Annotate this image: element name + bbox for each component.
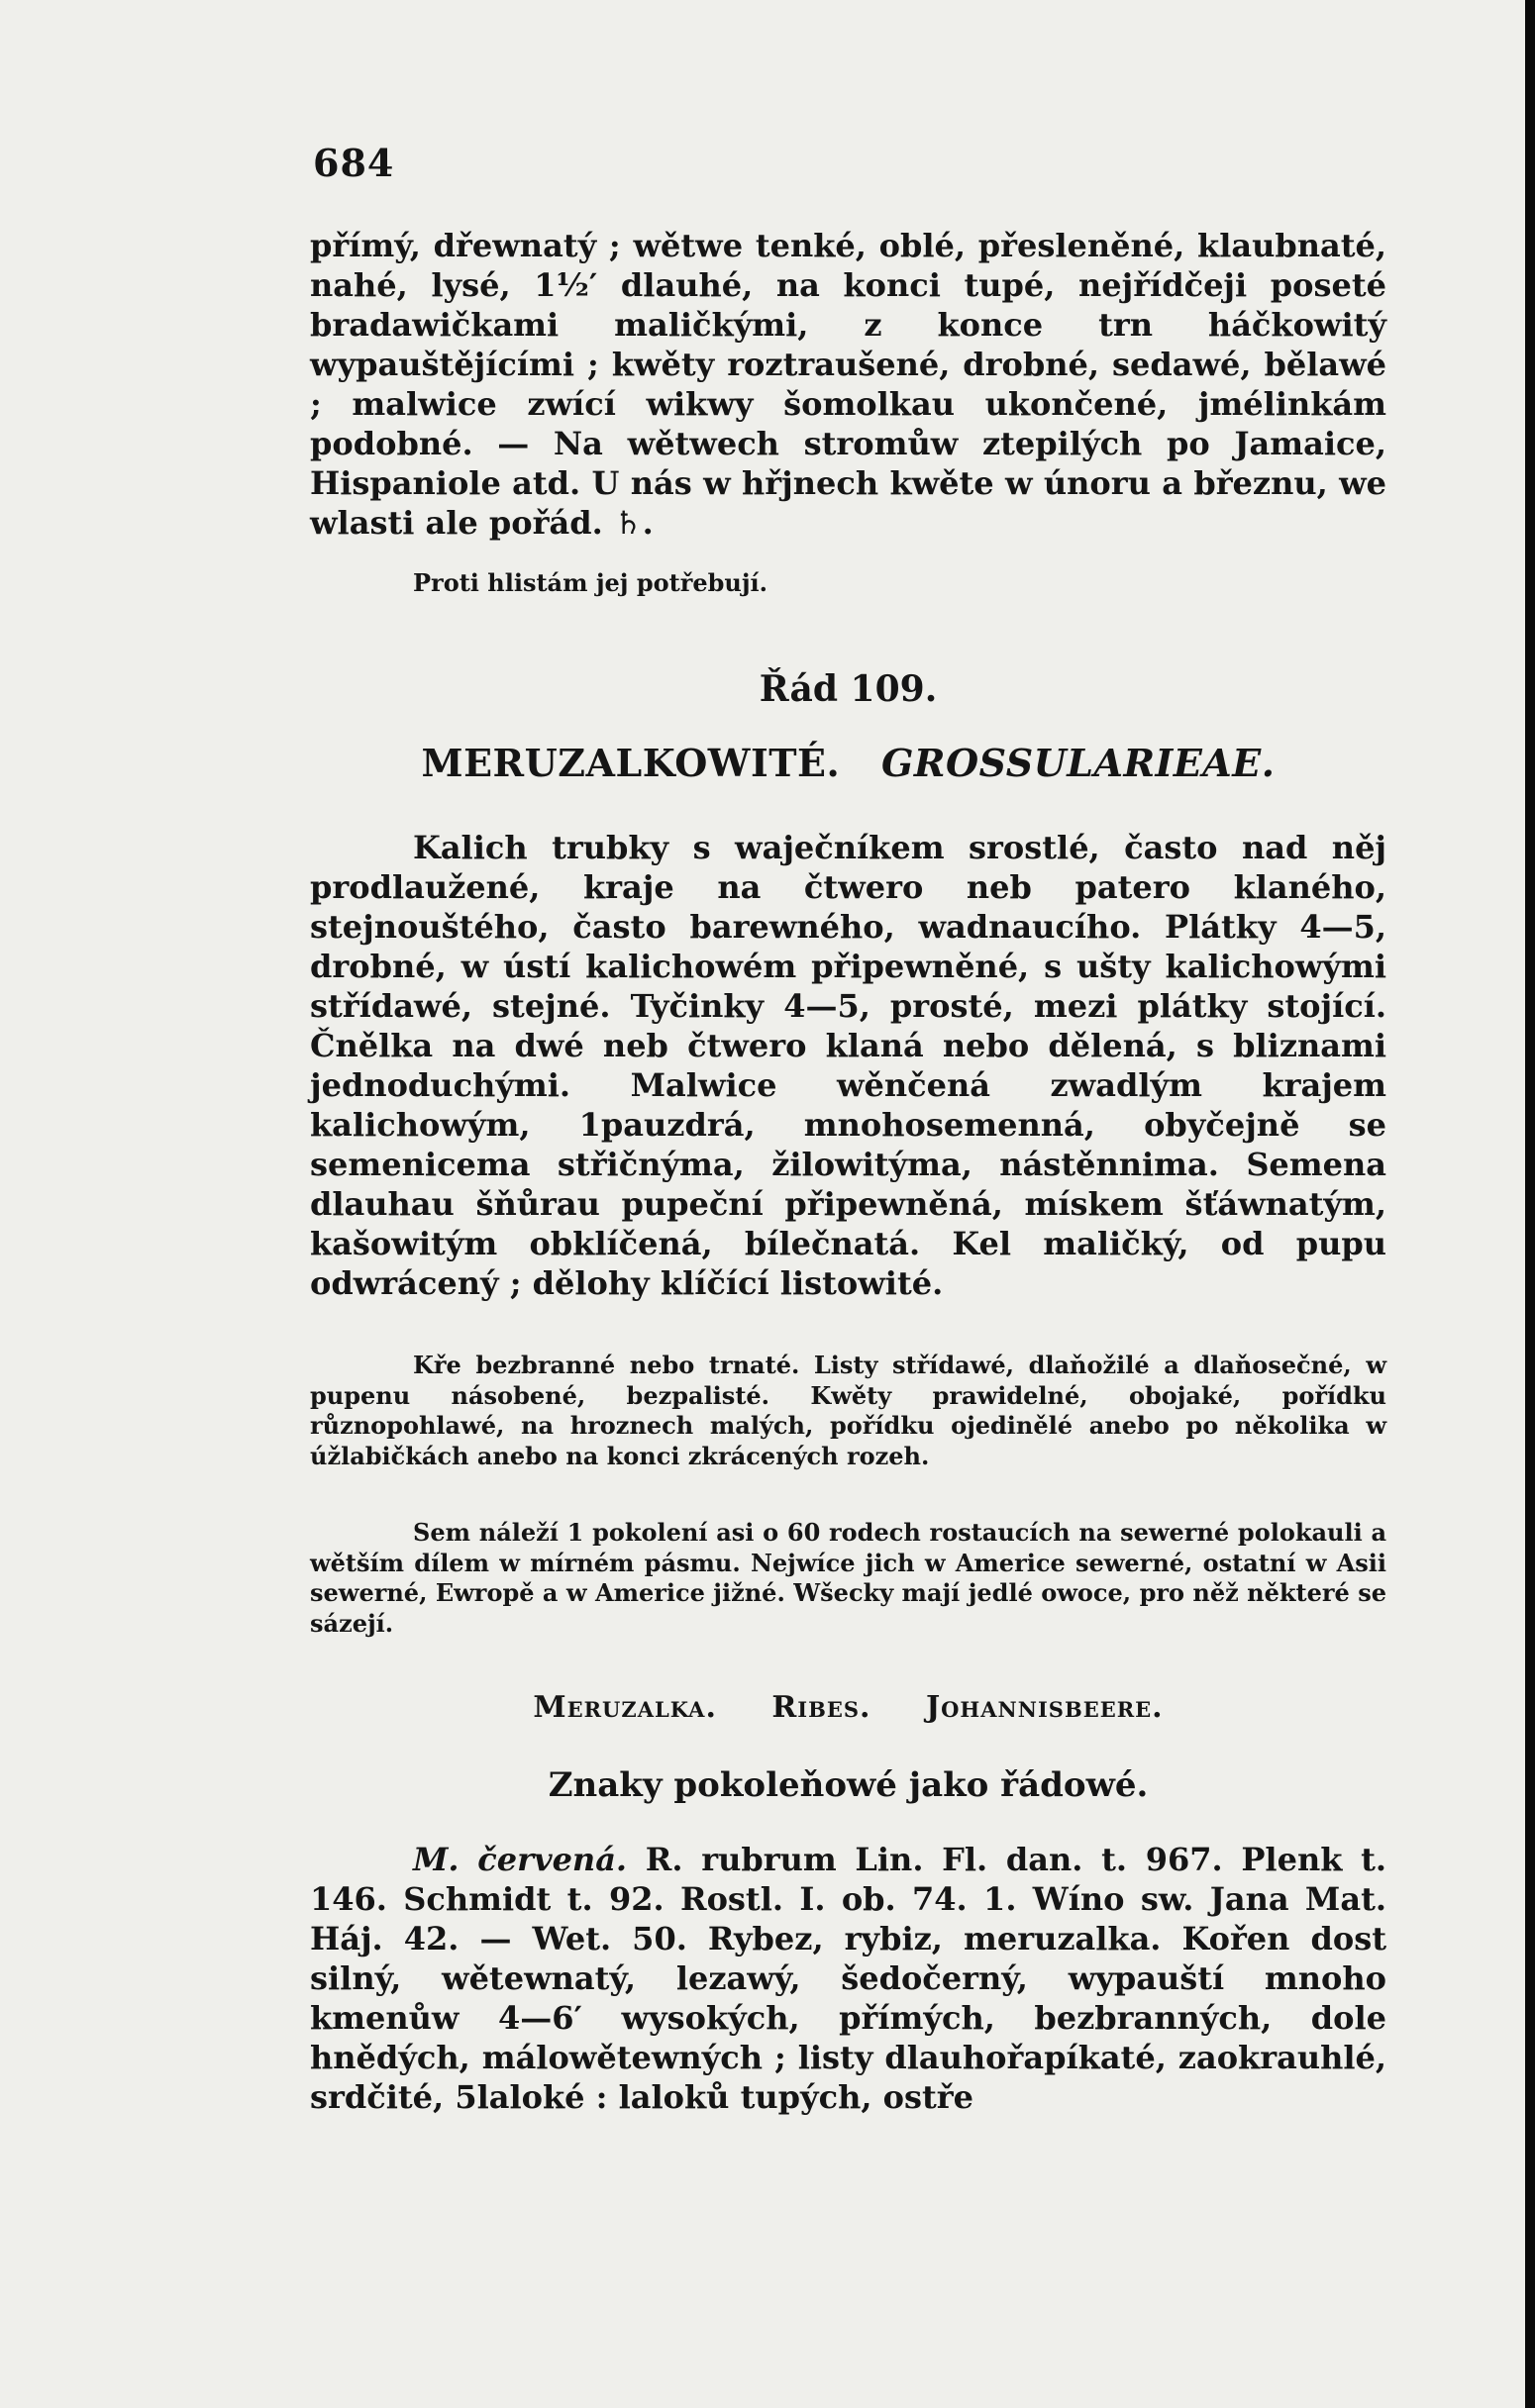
order-title: Řád 109. [759, 668, 938, 710]
page-edge-shadow [1525, 0, 1535, 2408]
note-shrubs: Kře bezbranné nebo trnaté. Listy střídawé, dlaňožilé a dlaňosečné, w pupenu násobené, bezpalisté. Kwěty prawidelné, obojaké, pořídku různopohlawé, na hroznech malých, pořídku ojedinělé anebo po několika w úžlabičkách anebo na konci zkrácených rozeh. [310, 1351, 1386, 1470]
species-paragraph [310, 1840, 1386, 2117]
species-lead: M. červená. [413, 1841, 628, 1878]
genus-heading [310, 1690, 1386, 1725]
genus-subtitle: Znaky pokoleňowé jako řádowé. [548, 1765, 1149, 1805]
page-number: 684 [313, 141, 395, 185]
family-description: Kalich trubky s waječníkem srostlé, často nad něj prodlaužené, kraje na čtwero neb patero klaného, stejnouštého, často barewného, wadnaucího. Plátky 4—5, drobné, w ústí kalichowém připewněné, s ušty kalichowými střídawé, stejné. Tyčinky 4—5, prosté, mezi plátky stojící. Čnělka na dwé neb čtwero klaná nebo dělená, s bliznami jednoduchými. Malwice wěnčená zwadlým krajem kalichowým, 1pauzdrá, mnohosemenná, obyčejně se semenicema střičnýma, žilowitýma, nástěnnima. Semena dlauhau šňůrau pupeční připewněná, mískem šťáwnatým, kašowitým obklíčená, bílečnatá. Kel maličký, od pupu odwrácený ; dělohy klíčící listowité. [310, 829, 1386, 1302]
genus-name-latin: Ribes. [771, 1690, 871, 1725]
intro-note: Proti hlistám jej potřebují. [413, 568, 768, 597]
note-distribution: Sem náleží 1 pokolení asi o 60 rodech rostaucích na sewerné polokauli a wětším dílem w mírném pásmu. Nejwíce jich w Americe sewerné, ostatní w Asii sewerné, Ewropě a w Americe jižné. Wšecky mají jedlé owoce, pro něž některé se sázejí. [310, 1518, 1386, 1638]
genus-name-czech: Meruzalka. [533, 1690, 717, 1725]
species-text: R. rubrum Lin. Fl. dan. t. 967. Plenk t. 146. Schmidt t. 92. Rostl. I. ob. 74. 1. Wíno sw. Jana Mat. Háj. 42. — Wet. 50. Rybez, rybiz, meruzalka. Kořen dost silný, wětewnatý, lezawý, šedočerný, wypauští mnoho kmenůw 4—6′ wysokých, přímých, bezbranných, dole hnědých, málowětewných ; listy dlauhořapíkaté, zaokrauhlé, srdčité, 5laloké : laloků tupých, ostře [310, 1841, 1386, 2116]
family-title [310, 741, 1386, 785]
family-name-latin: GROSSULARIEAE. [880, 741, 1276, 785]
intro-paragraph: přímý, dřewnatý ; wětwe tenké, oblé, přesleněné, klaubnaté, nahé, lysé, 1½′ dlauhé, na konci tupé, nejřídčeji poseté bradawičkami maličkými, z konce trn háčkowitý wypauštějícími ; kwěty roztraušené, drobné, sedawé, bělawé ; malwice zwící wikwy šomolkau ukončené, jmélinkám podobné. — Na wětwech stromůw ztepilých po Jamaice, Hispaniole atd. U nás w hřjnech kwěte w únoru a březnu, we wlasti ale pořád. ♄. [310, 227, 1386, 542]
family-name-czech: MERUZALKOWITÉ. [421, 741, 841, 785]
genus-name-german: Johannisbeere. [925, 1690, 1164, 1725]
